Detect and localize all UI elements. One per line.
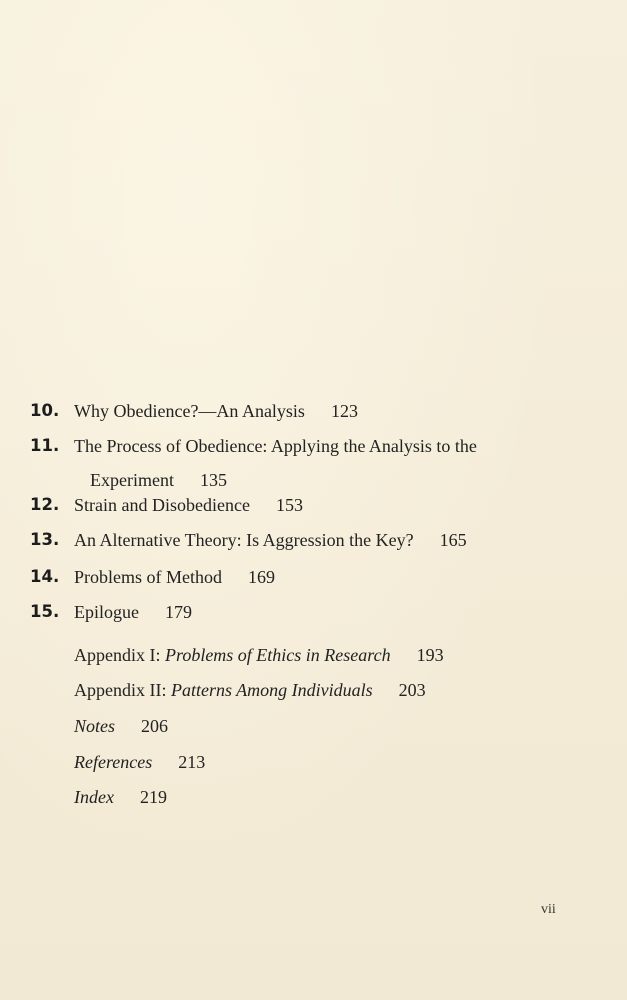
chapter-title: Problems of Method <box>74 567 222 587</box>
page-number: 169 <box>248 567 275 587</box>
page-number: 135 <box>199 470 227 490</box>
page-number: 213 <box>178 752 206 772</box>
chapter-title: Why Obedience?—An Analysis <box>74 401 305 421</box>
chapter-number: 14. <box>30 567 60 586</box>
section-title: References <box>74 752 153 772</box>
page-number: 165 <box>439 530 467 550</box>
appendix-title: Problems of Ethics in Research <box>164 645 391 665</box>
page-number: 179 <box>165 602 192 622</box>
page-number: 219 <box>139 787 167 807</box>
page-number: 123 <box>330 401 358 421</box>
chapter-title: An Alternative Theory: Is Aggression the Key? <box>74 530 414 550</box>
chapter-number: 13. <box>30 530 60 549</box>
page-folio: vii <box>541 902 556 917</box>
chapter-number: 11. <box>30 436 60 455</box>
section-title: Index <box>74 787 114 807</box>
chapter-number: 10. <box>30 401 60 420</box>
chapter-number: 12. <box>30 495 60 514</box>
chapter-title: Strain and Disobedience <box>74 495 250 515</box>
chapter-number: 15. <box>30 602 60 621</box>
page-number: 206 <box>141 716 169 736</box>
page-number: 193 <box>416 645 444 665</box>
appendix-title: Patterns Among Individuals <box>170 680 373 700</box>
appendix-prefix: Appendix II: <box>74 680 171 700</box>
chapter-title-continuation: Experiment <box>90 470 174 490</box>
page-number: 203 <box>398 680 426 700</box>
chapter-title: Epilogue <box>74 602 139 622</box>
section-title: Notes <box>74 716 116 736</box>
appendix-prefix: Appendix I: <box>74 645 165 665</box>
page-number: 153 <box>275 495 303 515</box>
chapter-title: The Process of Obedience: Applying the Analysis to the <box>74 436 477 456</box>
